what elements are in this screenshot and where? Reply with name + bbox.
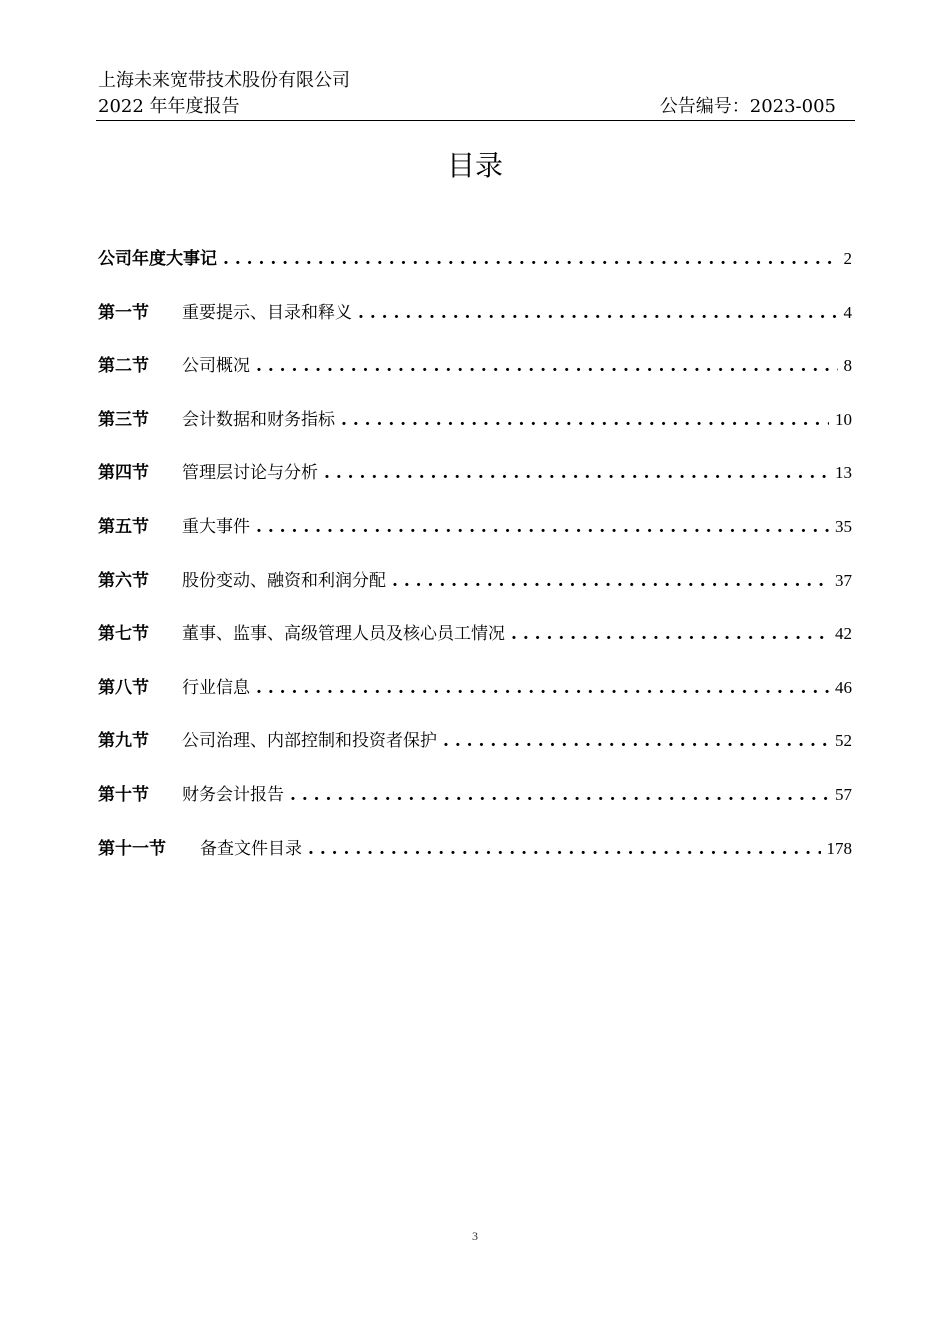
toc-entry-page: 46 <box>835 677 852 697</box>
toc-entry-title: 公司年度大事记 <box>98 249 217 269</box>
toc-section-number: 第十节 <box>98 784 149 805</box>
toc-entry-section-10[interactable] <box>98 782 852 808</box>
dot-leader <box>341 407 829 433</box>
dot-leader <box>358 300 838 326</box>
toc-section-number: 第六节 <box>98 570 149 591</box>
toc-entry-title: 备查文件目录 <box>200 838 302 859</box>
dot-leader <box>256 675 829 701</box>
dot-leader <box>256 353 838 379</box>
toc-entry-page: 13 <box>835 463 852 483</box>
toc-entry-section-5[interactable] <box>98 514 852 540</box>
toc-section-number: 第九节 <box>98 731 149 752</box>
toc-section-number: 第五节 <box>98 516 149 537</box>
toc-entry-page: 35 <box>835 516 852 536</box>
toc-entry-highlights[interactable] <box>98 246 852 272</box>
report-name: 2022 年年度报告 <box>98 96 240 117</box>
page-title: 目录 <box>446 149 503 182</box>
toc-entry-title: 重要提示、目录和释义 <box>182 302 352 323</box>
toc-entry-page: 52 <box>835 731 852 751</box>
header-divider <box>96 120 855 121</box>
toc-entry-section-1[interactable] <box>98 300 852 326</box>
toc-section-number: 第二节 <box>98 356 149 377</box>
table-of-contents <box>98 246 852 889</box>
dot-leader <box>223 246 838 272</box>
toc-section-number: 第三节 <box>98 409 149 430</box>
toc-entry-title: 会计数据和财务指标 <box>182 409 335 430</box>
toc-section-number: 第四节 <box>98 463 149 484</box>
dot-leader <box>308 836 821 862</box>
toc-section-number: 第十一节 <box>98 838 166 859</box>
dot-leader <box>443 728 829 754</box>
toc-entry-page: 8 <box>843 356 852 376</box>
toc-entry-page: 10 <box>835 409 852 429</box>
toc-entry-section-3[interactable] <box>98 407 852 433</box>
dot-leader <box>290 782 829 808</box>
toc-entry-page: 57 <box>835 784 852 804</box>
toc-entry-title: 管理层讨论与分析 <box>182 463 318 484</box>
toc-entry-section-7[interactable] <box>98 621 852 647</box>
toc-entry-page: 4 <box>843 302 852 322</box>
toc-entry-page: 37 <box>835 570 852 590</box>
toc-entry-page: 42 <box>835 624 852 644</box>
toc-entry-title: 股份变动、融资和利润分配 <box>182 570 386 591</box>
toc-section-number: 第七节 <box>98 624 149 645</box>
toc-entry-section-8[interactable] <box>98 675 852 701</box>
toc-entry-section-9[interactable] <box>98 728 852 754</box>
dot-leader <box>256 514 829 540</box>
toc-entry-title: 董事、监事、高级管理人员及核心员工情况 <box>182 624 505 645</box>
toc-entry-title: 财务会计报告 <box>182 784 284 805</box>
page-number: 3 <box>472 1229 478 1243</box>
announcement-number: 公告编号：2023-005 <box>659 96 836 117</box>
toc-entry-page: 2 <box>843 249 852 268</box>
toc-entry-section-2[interactable] <box>98 353 852 379</box>
toc-entry-section-4[interactable] <box>98 460 852 486</box>
toc-section-number: 第八节 <box>98 677 149 698</box>
toc-entry-title: 公司概况 <box>182 356 250 377</box>
toc-entry-section-11[interactable] <box>98 836 852 862</box>
dot-leader <box>392 568 829 594</box>
toc-entry-title: 重大事件 <box>182 516 250 537</box>
toc-entry-section-6[interactable] <box>98 568 852 594</box>
toc-section-number: 第一节 <box>98 302 149 323</box>
toc-entry-page: 178 <box>826 838 852 858</box>
dot-leader <box>511 621 829 647</box>
toc-entry-title: 行业信息 <box>182 677 250 698</box>
toc-entry-title: 公司治理、内部控制和投资者保护 <box>182 731 437 752</box>
company-name: 上海未来宽带技术股份有限公司 <box>98 70 350 91</box>
dot-leader <box>324 460 829 486</box>
